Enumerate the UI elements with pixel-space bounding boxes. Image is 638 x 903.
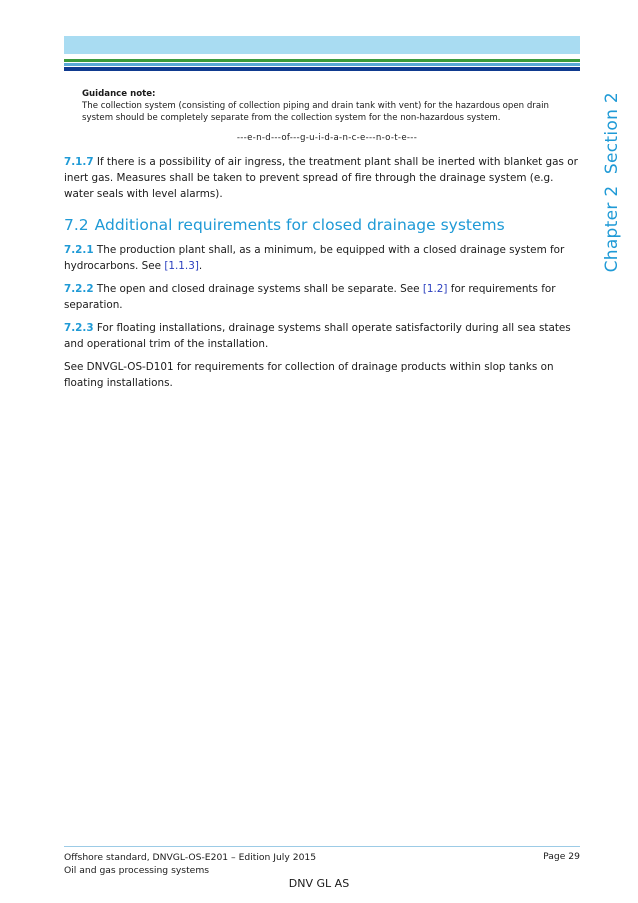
chapter-section-tab	[592, 90, 632, 275]
page-number: Page 29	[543, 851, 580, 862]
guidance-end-marker: ---e-n-d---of---g-u-i-d-a-n-c-e---n-o-t-e---	[236, 133, 418, 143]
cross-reference-link[interactable]: [1.2]	[422, 283, 448, 295]
paragraph-7-2-2	[64, 281, 582, 313]
paragraph-7-2-3	[64, 320, 582, 352]
guidance-note	[82, 88, 572, 144]
paragraph-7-2-1	[64, 242, 582, 274]
clause-tail: .	[198, 260, 203, 272]
paragraph-7-1-7	[64, 154, 582, 202]
header-stripe-light-blue	[64, 63, 580, 66]
header-band	[64, 36, 580, 54]
company-name: DNV GL AS	[288, 877, 350, 890]
page-content	[64, 88, 582, 391]
footer-title: Oil and gas processing systems	[64, 865, 210, 876]
clause-number: 7.2.1	[64, 244, 94, 256]
section-label: Section 2	[602, 92, 622, 175]
section-heading-7-2	[64, 216, 582, 234]
footer-standard: Offshore standard, DNVGL-OS-E201 – Edition July 2015	[64, 852, 317, 863]
guidance-text: The collection system (consisting of collection piping and drain tank with vent) for the hazardous open drain system should be completely separate from the collection system for the non-hazardous system.	[82, 101, 549, 123]
clause-text: If there is a possibility of air ingress, the treatment plant shall be inerted with blanket gas or inert gas. Measures shall be taken to prevent spread of fire through the drainage system (e.g. water seals with level alarms).	[64, 156, 578, 200]
cross-reference-link[interactable]: [1.1.3]	[164, 260, 199, 272]
header-stripe-dark-blue	[64, 67, 580, 71]
clause-number: 7.2.3	[64, 322, 94, 334]
clause-text: See DNVGL-OS-D101 for requirements for collection of drainage products within slop tanks on floating installations.	[64, 361, 554, 389]
footer-document-info	[64, 851, 316, 877]
paragraph-see-dnvgl	[64, 359, 582, 391]
clause-number: 7.2.2	[64, 283, 94, 295]
clause-tail: for requirements for separation.	[64, 283, 556, 311]
chapter-label: Chapter 2	[602, 185, 622, 273]
section-title: Additional requirements for closed drainage systems	[94, 216, 505, 234]
clause-number: 7.1.7	[64, 156, 94, 168]
footer-rule	[64, 846, 580, 847]
guidance-title: Guidance note:	[82, 89, 156, 99]
clause-text: The production plant shall, as a minimum, be equipped with a closed drainage system for hydrocarbons. See	[64, 244, 565, 272]
clause-text: For floating installations, drainage systems shall operate satisfactorily during all sea states and operational trim of the installation.	[64, 322, 571, 350]
clause-text: The open and closed drainage systems shall be separate. See	[96, 283, 420, 295]
header-stripe-green	[64, 59, 580, 62]
section-number: 7.2	[64, 216, 89, 234]
